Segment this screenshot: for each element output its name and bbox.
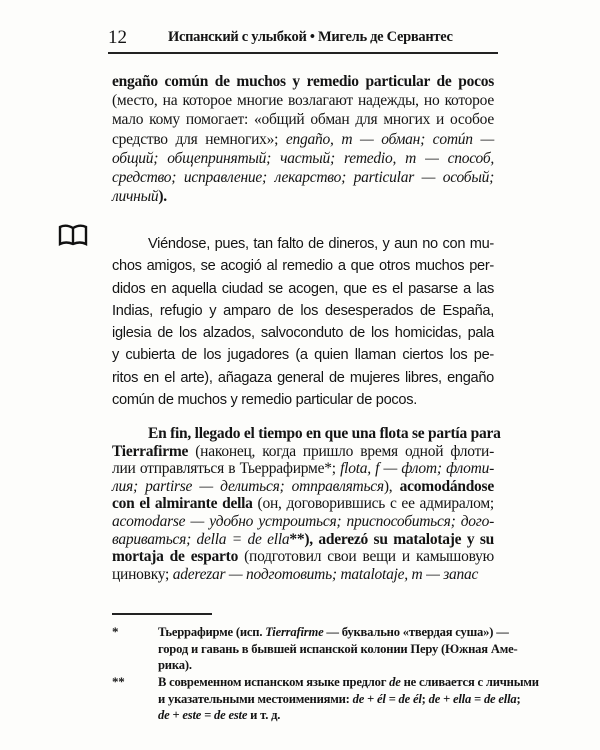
text-run: (подготовил свои вещи и камышовую (238, 548, 494, 566)
text-run: Indias, refugio y amparo de los desesperados de España, (112, 302, 494, 319)
text-run: Viéndose, pues, tan falto de dineros, y aun no con mu- (148, 236, 494, 252)
text-line (112, 389, 494, 411)
footnote-1 (112, 624, 518, 674)
text-run: (место, на которое многие возлагают надежды, но которое (112, 92, 494, 110)
footnote-marker: * (112, 624, 119, 639)
text-run: chos amigos, se acogió al remedio a que otros muchos per- (112, 258, 494, 275)
text-line (112, 278, 494, 300)
text-line (112, 531, 494, 549)
text-run: — буквально «твердая суша») — (323, 625, 509, 639)
text-line (112, 641, 518, 658)
text-line (112, 233, 494, 255)
text-line (112, 691, 521, 708)
text-run: общий; общепринятый; частый; remedio, m — способ, (112, 149, 494, 167)
text-run: de + él = de él (352, 691, 422, 706)
text-run: Тьеррафирме (исп. (158, 625, 266, 639)
footnote-marker: ** (112, 674, 125, 689)
text-run: личный (112, 188, 159, 206)
text-run: de + este = de este (158, 708, 248, 722)
text-line (112, 72, 494, 91)
text-run: и т. д. (247, 708, 281, 722)
text-run: iglesia de los alzados, salvoconduto de los homicidas, pala (112, 325, 494, 342)
text-run: (наконец, когда пришло время одной флоти- (188, 442, 494, 460)
text-run: de (389, 675, 401, 689)
text-run: лия; partirse — делиться; отправляться (112, 477, 384, 495)
text-run: flota, f — флот; флоти- (340, 460, 494, 478)
text-run: ; (421, 691, 429, 706)
text-line (112, 707, 497, 724)
text-line (112, 443, 494, 461)
text-run: En fin, llegado el tiempo en que una flota se partía para (148, 425, 501, 442)
text-run: Tierrafirme (112, 442, 189, 460)
text-run: циновку; (112, 565, 173, 583)
text-run: город и гавань в бывшей испанской колонии Перу (Южная Аме- (158, 641, 518, 656)
text-run: acomodándose (399, 477, 494, 495)
text-run: mortaja de esparto (112, 548, 239, 566)
text-run: con el almirante della (112, 495, 253, 513)
paragraph-original-text (112, 233, 494, 411)
header-rule (108, 52, 498, 54)
text-run: y cubierta de los jugadores (a quien llaman ciertos los pe- (112, 347, 494, 364)
text-run: Tierrafirme (265, 625, 324, 639)
text-line (112, 255, 494, 277)
text-run: aderezar — подготовить; matalotaje, m — запас (172, 565, 479, 583)
text-line (112, 425, 501, 443)
text-run: и указательными местоимениями: (158, 691, 353, 706)
text-run: engaño, m — обман; común — (285, 130, 494, 148)
text-run: мало кому помогает: «общий обман для многих и особое (112, 111, 494, 129)
text-run: engaño común de muchos y remedio particular de pocos (112, 73, 494, 90)
text-line (112, 168, 494, 187)
paragraph-commentary-2 (112, 425, 501, 583)
text-run: В современном испанском языке предлог (158, 675, 390, 689)
running-header (108, 27, 498, 51)
text-line (112, 110, 494, 129)
text-run: didos en aquella ciudad se acogen, que es el pasarse a las (112, 280, 494, 297)
text-run: вариваться; della = de ella (112, 530, 290, 548)
running-title: Испанский с улыбкой • Мигель де Сервантес (168, 29, 453, 45)
text-line (112, 513, 494, 531)
text-line (112, 300, 494, 322)
text-line (112, 657, 497, 674)
text-run: средство для немногих»; (112, 130, 286, 148)
text-line (112, 344, 494, 366)
footnote-rule (112, 613, 212, 615)
text-line (112, 187, 494, 206)
text-run: лии отправляться в Тьеррафирме*; (112, 460, 341, 478)
text-line (112, 130, 494, 149)
text-run: рика). (158, 658, 192, 672)
text-line (112, 478, 494, 496)
text-run: не сливается с личными (400, 675, 539, 689)
text-run: ritos en el arte), añagaza general de mujeres libres, engaño (112, 369, 494, 386)
text-line (112, 322, 494, 344)
footnote-2 (112, 674, 539, 724)
text-line (112, 149, 494, 168)
text-line (112, 674, 539, 691)
text-line (112, 367, 494, 389)
page-number: 12 (108, 27, 127, 48)
open-book-icon (58, 224, 88, 246)
text-line (112, 566, 494, 584)
paragraph-commentary-1 (112, 72, 494, 206)
text-run: ). (158, 188, 167, 206)
text-run: ; (516, 691, 521, 706)
text-line (112, 624, 509, 641)
text-run: común de muchos y remedio particular de pocos. (112, 392, 417, 409)
text-line (112, 91, 494, 110)
text-line (112, 460, 494, 478)
text-run: ), (383, 477, 400, 495)
text-run: средство; исправление; лекарство; particular — особый; (112, 169, 494, 187)
text-run: de + ella = de ella (428, 691, 517, 706)
text-run: acomodarse — удобно устроиться; приспособиться; дого- (112, 512, 494, 530)
text-line (112, 495, 494, 513)
text-run: (он, договорившись с ее адмиралом; (252, 495, 494, 513)
text-line (112, 548, 494, 566)
text-run: **), aderezó su matalotaje y su (289, 530, 494, 548)
